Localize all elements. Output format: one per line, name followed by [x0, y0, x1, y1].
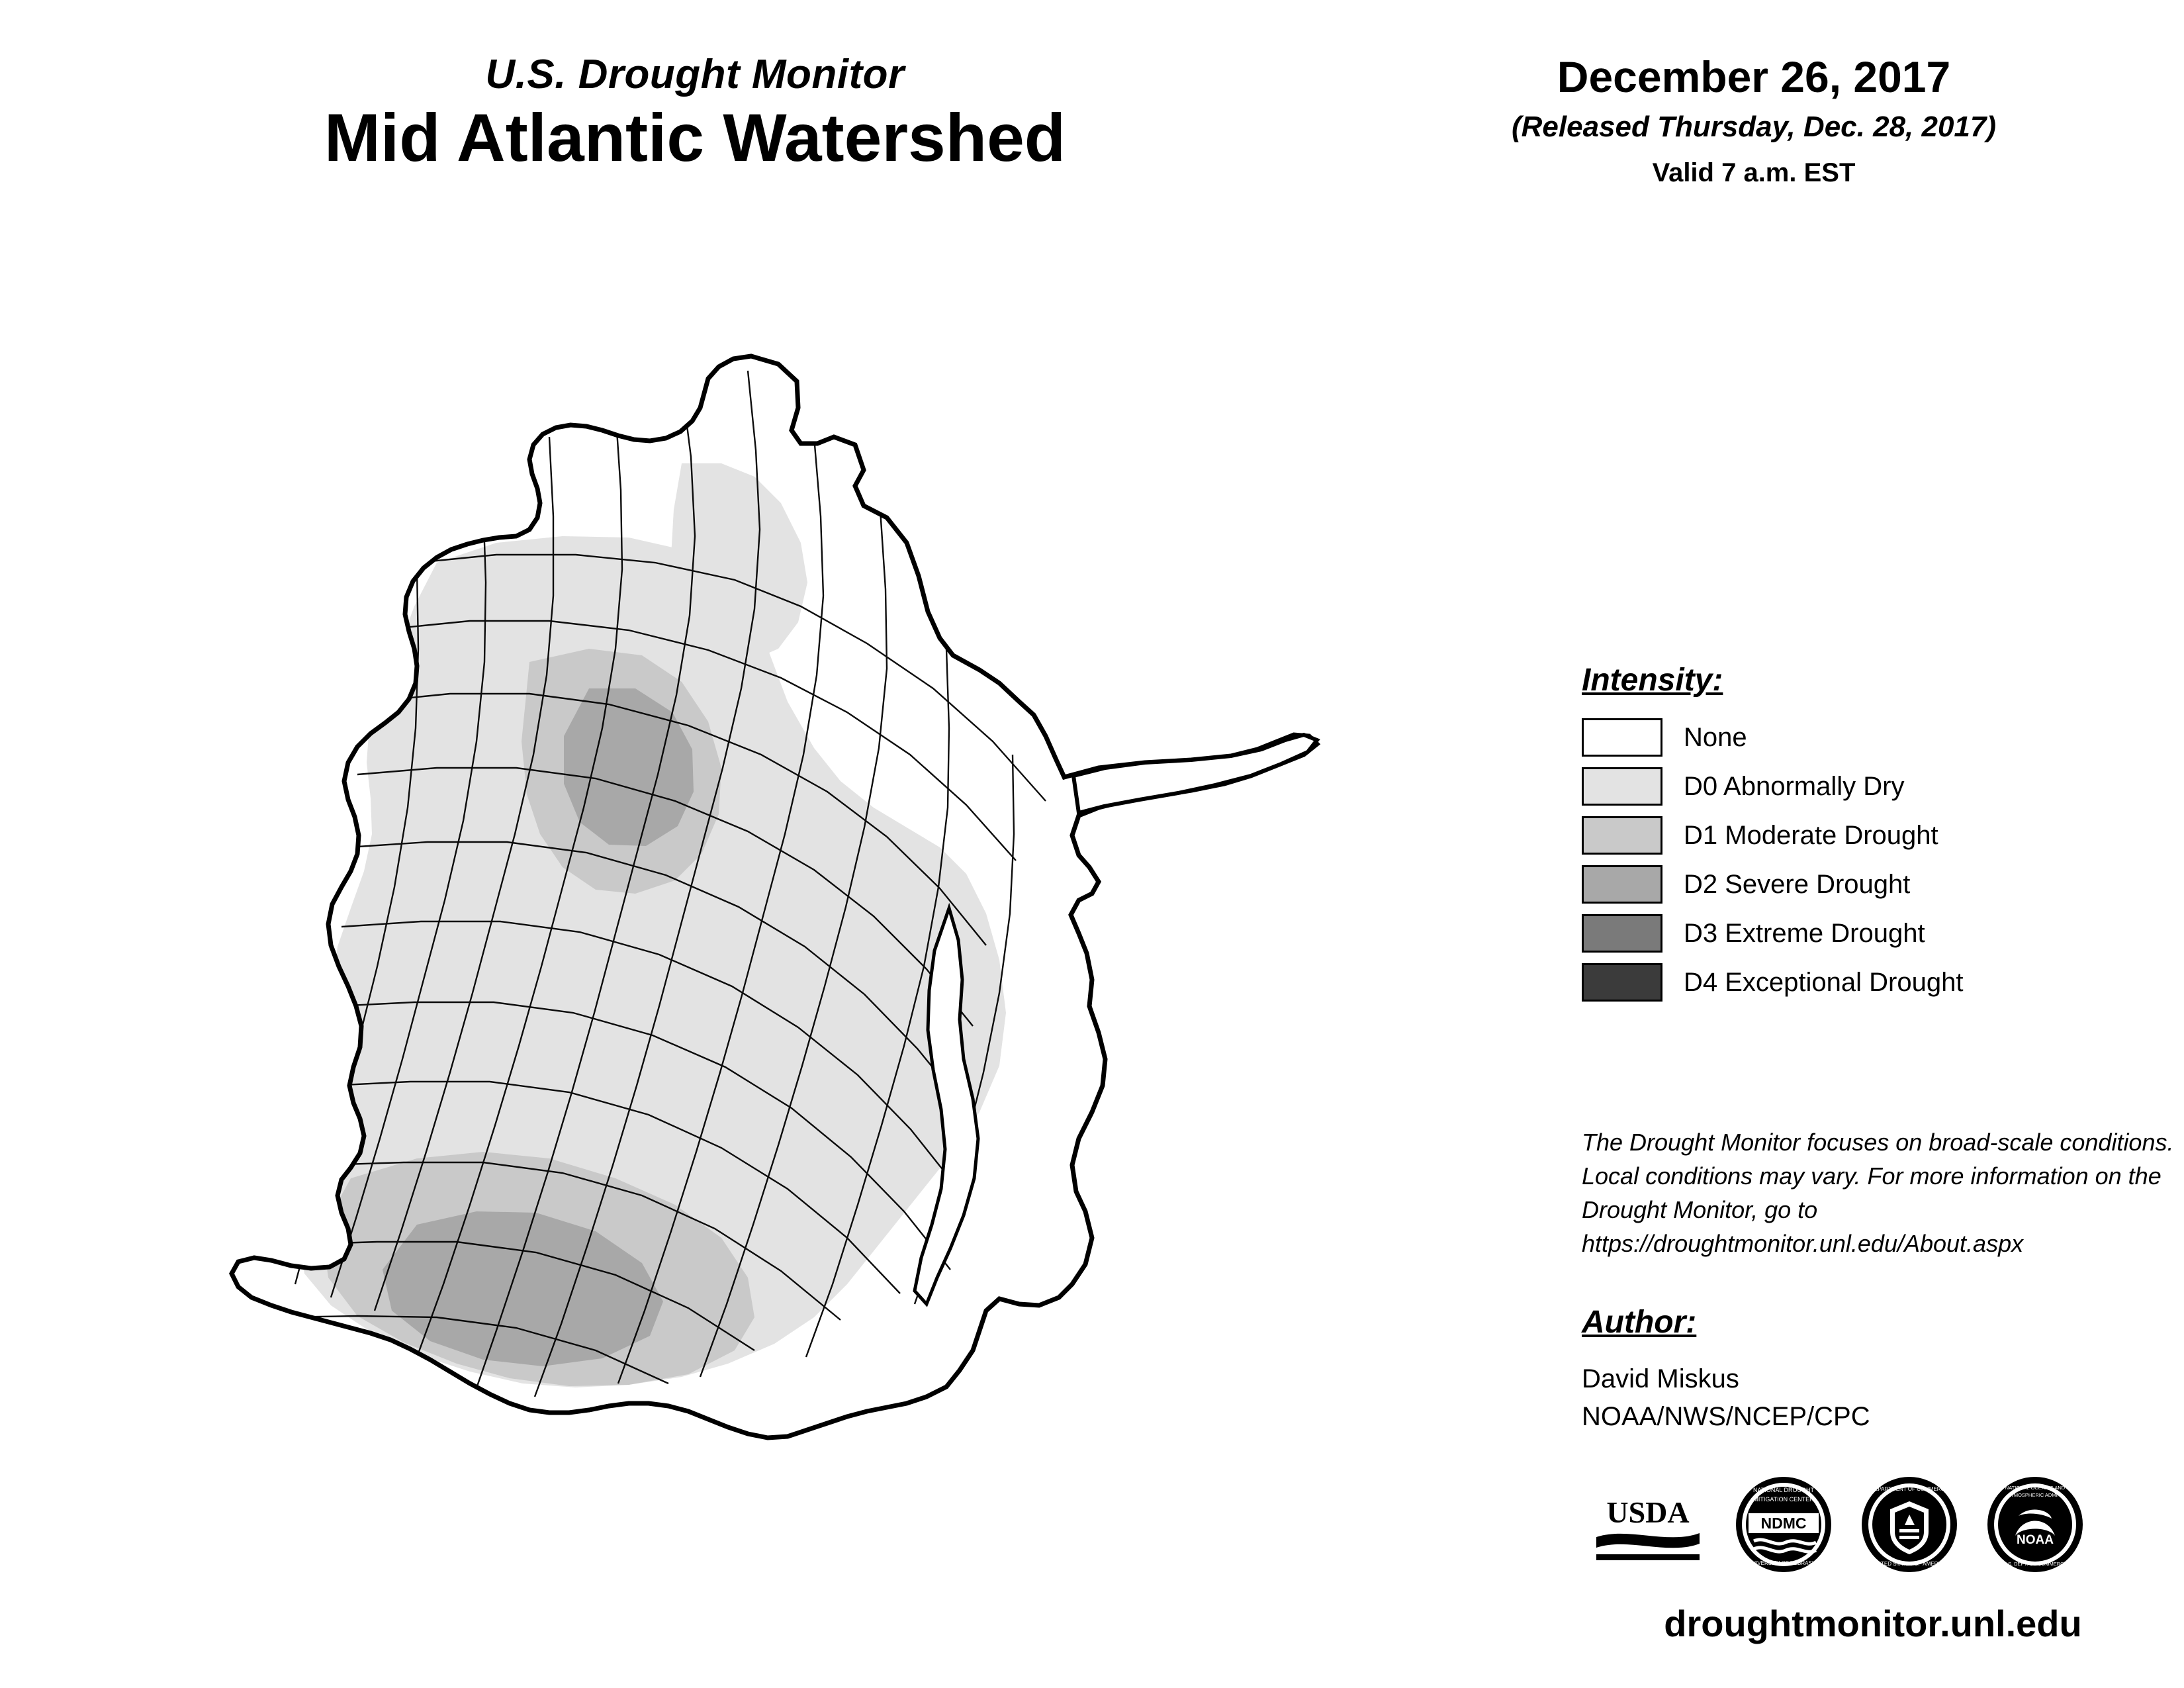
program-title: U.S. Drought Monitor [485, 52, 905, 97]
svg-text:NDMC: NDMC [1760, 1514, 1807, 1532]
svg-text:NATIONAL OCEANIC AND: NATIONAL OCEANIC AND [2005, 1484, 2066, 1491]
legend-swatch-d3 [1582, 914, 1662, 953]
author-affiliation: NOAA/NWS/NCEP/CPC [1582, 1401, 1870, 1431]
page-title: Mid Atlantic Watershed [324, 100, 1066, 176]
valid-time: Valid 7 a.m. EST [1652, 158, 1856, 187]
legend [1582, 662, 2164, 1007]
svg-text:MITIGATION CENTER: MITIGATION CENTER [1753, 1495, 1814, 1503]
svg-text:U.S. DEPT. OF COMMERCE: U.S. DEPT. OF COMMERCE [2003, 1560, 2068, 1567]
legend-label-d4: D4 Exceptional Drought [1684, 967, 1964, 997]
svg-text:NATIONAL DROUGHT: NATIONAL DROUGHT [1752, 1486, 1815, 1493]
usdc-logo [1860, 1475, 1959, 1577]
logo-row [1588, 1466, 2131, 1585]
legend-swatch-d0 [1582, 767, 1662, 806]
header-date-block [1423, 53, 2085, 188]
long-island-shape [1073, 735, 1317, 813]
legend-label-d1: D1 Moderate Drought [1684, 820, 1938, 850]
legend-title: Intensity: [1582, 663, 1723, 698]
svg-text:NOAA: NOAA [2017, 1532, 2054, 1547]
legend-item-d2 [1582, 860, 2164, 909]
legend-swatch-d2 [1582, 865, 1662, 904]
svg-text:UNITED STATES OF AMERICA: UNITED STATES OF AMERICA [1872, 1560, 1947, 1567]
legend-swatch-d4 [1582, 963, 1662, 1002]
disclaimer-text: The Drought Monitor focuses on broad-scale conditions. Local conditions may vary. For more information on the Drought Monitor, go to https://droughtmonitor.unl.edu/About.aspx [1582, 1129, 2174, 1258]
svg-text:UNIVERSITY OF NEBRASKA: UNIVERSITY OF NEBRASKA [1748, 1560, 1819, 1566]
legend-swatch-none [1582, 718, 1662, 757]
author-name: David Miskus [1582, 1364, 1739, 1393]
release-date: (Released Thursday, Dec. 28, 2017) [1511, 110, 1997, 143]
author-details [1582, 1360, 1870, 1436]
usda-logo [1588, 1481, 1707, 1571]
legend-item-d3 [1582, 909, 2164, 958]
author-heading: Author: [1582, 1305, 1697, 1340]
svg-text:USDA: USDA [1606, 1495, 1690, 1529]
legend-item-d1 [1582, 811, 2164, 860]
legend-label-d3: D3 Extreme Drought [1684, 918, 1925, 948]
legend-item-none [1582, 713, 2164, 762]
legend-swatch-d1 [1582, 816, 1662, 855]
svg-text:ATMOSPHERIC ADMIN.: ATMOSPHERIC ADMIN. [2007, 1491, 2063, 1498]
legend-label-none: None [1684, 722, 1747, 752]
map-date: December 26, 2017 [1557, 52, 1951, 101]
svg-text:DEPARTMENT OF COMMERCE: DEPARTMENT OF COMMERCE [1870, 1485, 1948, 1492]
legend-item-d0 [1582, 762, 2164, 811]
ndmc-logo [1734, 1475, 1833, 1577]
legend-label-d0: D0 Abnormally Dry [1684, 771, 1905, 801]
legend-label-d2: D2 Severe Drought [1684, 869, 1911, 899]
website-url[interactable]: droughtmonitor.unl.edu [1664, 1603, 2082, 1644]
legend-item-d4 [1582, 958, 2164, 1007]
noaa-logo [1985, 1475, 2085, 1577]
header-title-block [165, 53, 1224, 175]
drought-map [218, 344, 1357, 1602]
